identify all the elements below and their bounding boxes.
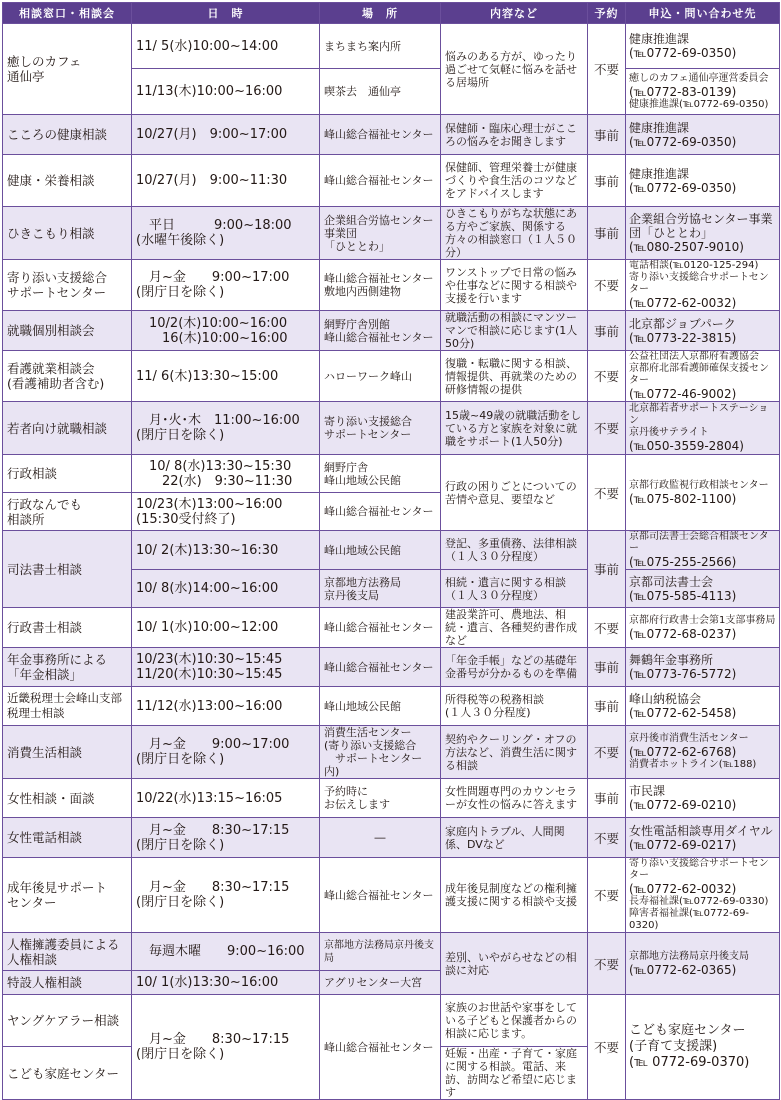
- row-reservation: 事前: [588, 648, 626, 687]
- row-contact: [626, 24, 780, 69]
- contact-phone: (℡ 0772-69-0370): [629, 1055, 750, 1070]
- row-content: 登記、多重債務、法律相談（１人３０分程度）: [441, 531, 588, 570]
- table-row: [3, 207, 780, 260]
- contact-line: 健康推進課: [629, 32, 690, 46]
- contact-line: 長寿福祉課(℡0772-69-0330): [629, 896, 769, 907]
- row-place: 峰山総合福祉センター 敷地内西側建物: [320, 260, 441, 311]
- table-row: [3, 933, 780, 971]
- table-row: [3, 726, 780, 779]
- contact-line: 舞鶴年金事務所: [629, 653, 714, 667]
- row-place: 予約時に お伝えします: [320, 779, 441, 818]
- row-reservation: 事前: [588, 155, 626, 207]
- row-name: 女性電話相談: [3, 818, 132, 858]
- row-place: 峰山総合福祉センター: [320, 155, 441, 207]
- row-content: 家庭内トラブル、人間関係、DVなど: [441, 818, 588, 858]
- row-contact: [626, 115, 780, 155]
- row-contact: [626, 779, 780, 818]
- row-date: 月~金 8:30~17:15 (閉庁日を除く): [132, 858, 320, 933]
- row-name: 看護就業相談会 (看護補助者含む): [3, 351, 132, 402]
- contact-line: 京都司法書士会総合相談センター: [629, 531, 769, 554]
- row-name: 消費生活相談: [3, 726, 132, 779]
- row-date: 11/13(木)10:00~16:00: [132, 69, 320, 115]
- header-datetime: 日 時: [132, 3, 320, 24]
- row-date: 10/ 2(木)13:30~16:30: [132, 531, 320, 570]
- table-row: [3, 311, 780, 351]
- row-name: 人権擁護委員による 人権相談: [3, 933, 132, 971]
- contact-line: 京丹後市消費生活センター: [629, 733, 749, 744]
- row-reservation: 事前: [588, 687, 626, 726]
- row-date: 10/27(月) 9:00~17:00: [132, 115, 320, 155]
- row-name: ヤングケアラー相談: [3, 995, 132, 1047]
- contact-line: 北京都ジョブパーク: [629, 316, 736, 331]
- row-place: 京都地方法務局 京丹後支局: [320, 570, 441, 608]
- table-row: [3, 858, 780, 933]
- contact-line: こども家庭センター: [629, 1023, 746, 1038]
- contact-phone: (℡0772-83-0139): [629, 84, 737, 99]
- row-contact: [626, 207, 780, 260]
- table-row: [3, 351, 780, 402]
- row-name: 近畿税理士会峰山支部 税理士相談: [3, 687, 132, 726]
- row-date: 10/2(木)10:00~16:00 16(木)10:00~16:00: [132, 311, 320, 351]
- row-date: 10/23(木)10:30~15:45 11/20(木)10:30~15:45: [132, 648, 320, 687]
- row-name: 行政書士相談: [3, 608, 132, 648]
- row-content: 建設業許可、農地法、相続・遺言、各種契約書作成など: [441, 608, 588, 648]
- contact-line: 市民課: [629, 784, 666, 798]
- contact-phone: (℡0772-69-0350): [629, 46, 737, 60]
- contact-line: 公益社団法人京都府看護協会: [629, 351, 759, 362]
- row-reservation: 不要: [588, 933, 626, 995]
- contact-line: (子育て支援課): [629, 1039, 718, 1054]
- row-contact: [626, 351, 780, 402]
- row-date: 10/23(木)13:00~16:00 (15:30受付終了): [132, 493, 320, 531]
- contact-line: 障害者福祉課(℡0772-69-0320): [629, 908, 750, 931]
- row-name: 癒しのカフェ 通仙亭: [3, 24, 132, 115]
- table-row: [3, 687, 780, 726]
- row-reservation: 事前: [588, 531, 626, 608]
- table-row: [3, 260, 780, 311]
- contact-phone: (℡0772-62-6768): [629, 745, 737, 759]
- row-reservation: 不要: [588, 402, 626, 455]
- contact-phone: (℡050-3559-2804): [629, 439, 744, 453]
- row-name: こころの健康相談: [3, 115, 132, 155]
- row-content: 悩みのある方が、ゆったり過ごせて気軽に悩みを話せる居場所: [441, 24, 588, 115]
- contact-line: 峰山納税協会: [629, 692, 702, 706]
- row-date: 10/22(水)13:15~16:05: [132, 779, 320, 818]
- row-contact: [626, 648, 780, 687]
- row-reservation: 不要: [588, 455, 626, 531]
- table-row: [3, 779, 780, 818]
- contact-line: 京都地方法務局京丹後支局: [629, 950, 749, 962]
- row-date: 10/ 1(水)10:00~12:00: [132, 608, 320, 648]
- row-name: 特設人権相談: [3, 971, 132, 995]
- row-name: 年金事務所による 「年金相談」: [3, 648, 132, 687]
- row-place: 峰山地域公民館: [320, 687, 441, 726]
- row-date: 月･火･木 11:00~16:00 (閉庁日を除く): [132, 402, 320, 455]
- row-date: 11/12(水)13:00~16:00: [132, 687, 320, 726]
- row-name: 成年後見サポート センター: [3, 858, 132, 933]
- contact-line: 女性電話相談専用ダイヤル: [629, 823, 773, 838]
- row-name: 行政相談: [3, 455, 132, 493]
- contact-line: 京都府行政書士会第1支部事務局: [629, 614, 776, 626]
- row-name: 行政なんでも 相談所: [3, 493, 132, 531]
- row-content: ひきこもりがちな状態にある方やご家族、関係する方々の相談窓口（１人５０分）: [441, 207, 588, 260]
- consultation-table: [2, 2, 780, 1100]
- table-row: [3, 24, 780, 69]
- row-date: 10/ 8(水)13:30~15:30 22(水) 9:30~11:30: [132, 455, 320, 493]
- row-place: 峰山総合福祉センター: [320, 648, 441, 687]
- row-date: 11/ 5(水)10:00~14:00: [132, 24, 320, 69]
- row-contact: [626, 933, 780, 995]
- header-reservation: 予約: [588, 3, 626, 24]
- row-place: 峰山総合福祉センター: [320, 493, 441, 531]
- table-row: [3, 402, 780, 455]
- row-name: 若者向け就職相談: [3, 402, 132, 455]
- row-place: 網野庁舎 峰山地域公民館: [320, 455, 441, 493]
- row-reservation: 不要: [588, 608, 626, 648]
- row-content: 15歳~49歳の就職活動をしている方と家族を対象に就職をサポート(1人50分): [441, 402, 588, 455]
- row-date: 10/ 1(水)13:30~16:00: [132, 971, 320, 995]
- row-contact: [626, 608, 780, 648]
- row-place: 峰山総合福祉センター: [320, 115, 441, 155]
- row-content: 女性問題専門のカウンセラーが女性の悩みに答えます: [441, 779, 588, 818]
- row-content: 差別、いやがらせなどの相談に対応: [441, 933, 588, 995]
- row-date: 平日 9:00~18:00 (水曜午後除く): [132, 207, 320, 260]
- row-place: ―: [320, 818, 441, 858]
- row-reservation: 不要: [588, 726, 626, 779]
- contact-line: 健康推進課: [629, 120, 690, 135]
- contact-phone: (℡0773-22-3815): [629, 330, 737, 345]
- row-place: 京都地方法務局京丹後支局: [320, 933, 441, 971]
- row-place: 喫茶去 通仙亭: [320, 69, 441, 115]
- row-name: 寄り添い支援総合 サポートセンター: [3, 260, 132, 311]
- row-date: 11/ 6(木)13:30~15:00: [132, 351, 320, 402]
- table-row: [3, 995, 780, 1047]
- contact-line: 北京都若者サポートステーション: [629, 403, 769, 426]
- row-name: 健康・栄養相談: [3, 155, 132, 207]
- row-reservation: 不要: [588, 24, 626, 115]
- row-contact: [626, 402, 780, 455]
- row-contact: [626, 726, 780, 779]
- contact-phone: (℡0772-62-0032): [629, 296, 737, 310]
- row-place: 峰山地域公民館: [320, 531, 441, 570]
- row-date: 10/ 8(水)14:00~16:00: [132, 570, 320, 608]
- row-place: まちまち案内所: [320, 24, 441, 69]
- contact-line: 癒しのカフェ通仙亭運営委員会: [629, 72, 769, 84]
- row-content: 契約やクーリング・オフの方法など、消費生活に関する相談: [441, 726, 588, 779]
- contact-phone: (℡0772-62-0365): [629, 962, 737, 977]
- contact-phone: (℡075-585-4113): [629, 588, 737, 603]
- row-date: 月~金 8:30~17:15 (閉庁日を除く): [132, 818, 320, 858]
- row-date: 毎週木曜 9:00~16:00: [132, 933, 320, 971]
- row-reservation: 不要: [588, 858, 626, 933]
- header-contact: 申込・問い合わせ先: [626, 3, 780, 24]
- row-reservation: 事前: [588, 207, 626, 260]
- row-contact: [626, 155, 780, 207]
- row-reservation: 不要: [588, 351, 626, 402]
- row-reservation: 事前: [588, 115, 626, 155]
- row-place: ハローワーク峰山: [320, 351, 441, 402]
- header-content: 内容など: [441, 3, 588, 24]
- row-reservation: 事前: [588, 311, 626, 351]
- table-row: [3, 115, 780, 155]
- contact-phone: (℡0772-69-0217): [629, 837, 737, 852]
- row-place: 峰山総合福祉センター: [320, 995, 441, 1100]
- row-reservation: 不要: [588, 995, 626, 1100]
- table-header-row: [3, 3, 780, 24]
- row-contact: [626, 260, 780, 311]
- row-date: 月~金 8:30~17:15 (閉庁日を除く): [132, 995, 320, 1100]
- row-reservation: 不要: [588, 818, 626, 858]
- contact-line: 京丹後サテライト: [629, 427, 709, 438]
- row-date: 月~金 9:00~17:00 (閉庁日を除く): [132, 260, 320, 311]
- row-place: 寄り添い支援総合 サポートセンター: [320, 402, 441, 455]
- row-date: 月~金 9:00~17:00 (閉庁日を除く): [132, 726, 320, 779]
- table-row: [3, 648, 780, 687]
- table-row: [3, 818, 780, 858]
- row-content: 成年後見制度などの権利擁護支援に関する相談や支援: [441, 858, 588, 933]
- table-row: [3, 531, 780, 570]
- row-place: 網野庁舎別館 峰山総合福祉センター: [320, 311, 441, 351]
- row-content: 行政の困りごとについての苦情や意見、要望など: [441, 455, 588, 531]
- contact-phone: (℡0772-68-0237): [629, 626, 737, 641]
- contact-phone: (℡075-255-2566): [629, 555, 737, 569]
- table-row: [3, 608, 780, 648]
- row-name: こども家庭センター: [3, 1047, 132, 1100]
- contact-phone: (℡0773-76-5772): [629, 667, 737, 681]
- header-place: 場 所: [320, 3, 441, 24]
- row-reservation: 事前: [588, 779, 626, 818]
- row-contact: [626, 687, 780, 726]
- contact-line: 寄り添い支援総合サポートセンター: [629, 272, 769, 295]
- row-place: 峰山総合福祉センター: [320, 858, 441, 933]
- table-row: [3, 455, 780, 493]
- row-reservation: 不要: [588, 260, 626, 311]
- row-name: ひきこもり相談: [3, 207, 132, 260]
- row-content: 保健師、管理栄養士が健康づくりや食生活のコツなどをアドバイスします: [441, 155, 588, 207]
- row-contact: [626, 531, 780, 570]
- contact-line: 寄り添い支援総合サポートセンター: [629, 858, 769, 881]
- row-contact: [626, 69, 780, 115]
- row-content: 「年金手帳」などの基礎年金番号が分かるものを準備: [441, 648, 588, 687]
- contact-phone: (℡0772-46-9002): [629, 387, 737, 401]
- contact-line: 京都行政監視行政相談センター: [629, 479, 769, 491]
- contact-phone: (℡075-802-1100): [629, 491, 737, 506]
- row-content: 妊娠・出産・子育て・家庭に関する相談。電話、来訪、訪問など希望に応じます: [441, 1047, 588, 1100]
- contact-line: 企業組合労協センター事業団「ひととわ」: [629, 212, 773, 240]
- row-contact: [626, 570, 780, 608]
- row-date: 10/27(月) 9:00~11:30: [132, 155, 320, 207]
- contact-phone: (℡0772-62-0032): [629, 882, 737, 896]
- row-content: 就職活動の相談にマンツーマンで相談に応じます(1人50分): [441, 311, 588, 351]
- row-place: 消費生活センター (寄り添い支援総合 サポートセンター内): [320, 726, 441, 779]
- row-content: 相続・遺言に関する相談（１人３０分程度）: [441, 570, 588, 608]
- contact-phone: (℡0772-69-0350): [629, 134, 737, 149]
- contact-phone: (℡0772-69-0350): [629, 180, 737, 195]
- row-content: 復職・転職に関する相談、情報提供、再就業のための研修情報の提供: [441, 351, 588, 402]
- contact-line: 電話相談(℡0120-125-294): [629, 260, 759, 271]
- contact-line: 健康推進課: [629, 166, 690, 181]
- row-contact: [626, 818, 780, 858]
- contact-phone: (℡0772-69-0210): [629, 798, 737, 812]
- row-place: 企業組合労協センター事業団 「ひととわ」: [320, 207, 441, 260]
- row-place: アグリセンター大宮: [320, 971, 441, 995]
- row-contact: [626, 858, 780, 933]
- contact-phone: (℡080-2507-9010): [629, 240, 744, 254]
- row-contact: [626, 311, 780, 351]
- row-content: 保健師・臨床心理士がこころの悩みをお聞きします: [441, 115, 588, 155]
- row-content: 家族のお世話や家事をしている子どもと保護者からの相談に応じます。: [441, 995, 588, 1047]
- contact-line: 京都司法書士会: [629, 574, 714, 589]
- row-name: 女性相談・面談: [3, 779, 132, 818]
- row-content: 所得税等の税務相談 (１人３０分程度): [441, 687, 588, 726]
- row-name: 司法書士相談: [3, 531, 132, 608]
- contact-line: 京都府北部看護師確保支援センター: [629, 363, 769, 386]
- row-place: 峰山総合福祉センター: [320, 608, 441, 648]
- contact-line: 消費者ホットライン(℡188): [629, 759, 757, 770]
- row-content: ワンストップで日常の悩みや仕事などに関する相談や支援を行います: [441, 260, 588, 311]
- contact-line: 健康推進課(℡0772-69-0350): [629, 98, 769, 110]
- contact-phone: (℡0772-62-5458): [629, 706, 737, 720]
- row-name: 就職個別相談会: [3, 311, 132, 351]
- header-window: 相談窓口・相談会: [3, 3, 132, 24]
- table-row: [3, 155, 780, 207]
- row-contact: [626, 455, 780, 531]
